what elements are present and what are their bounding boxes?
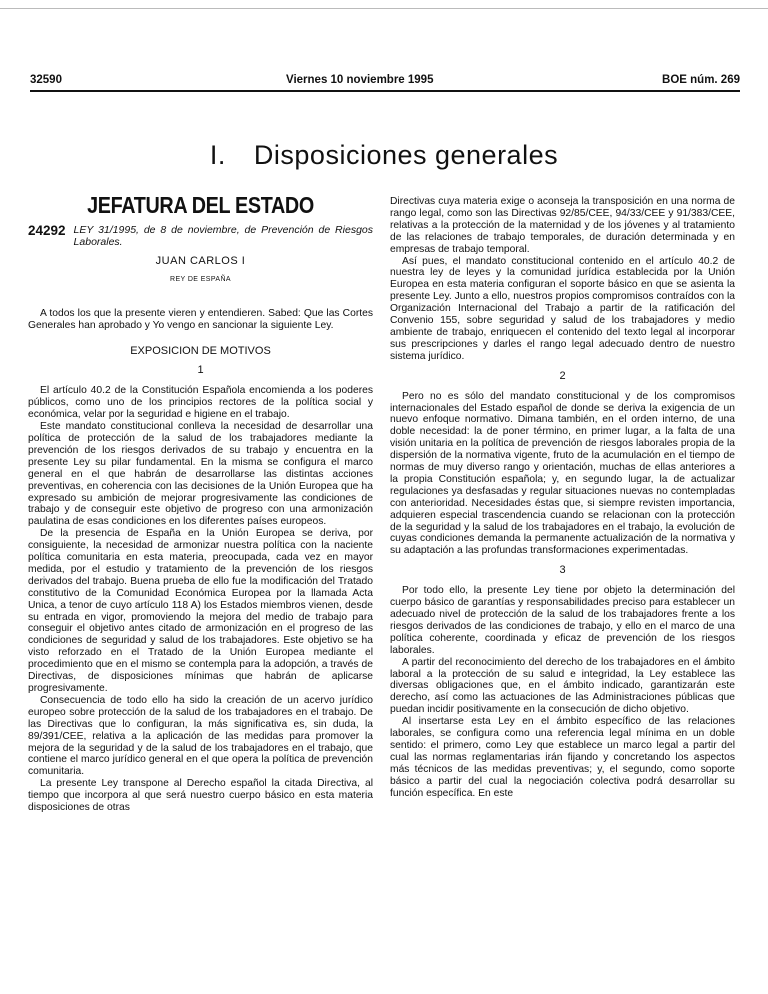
- section-name: Disposiciones generales: [253, 140, 559, 170]
- king-name: JUAN CARLOS I: [155, 254, 246, 267]
- jefatura-heading: JEFATURA DEL ESTADO: [87, 192, 314, 218]
- exposicion-heading: EXPOSICION DE MOTIVOS: [130, 344, 271, 357]
- paragraph: La presente Ley transpone al Derecho español la citada Directiva, al tiempo que incorpora al que será nuestro cuerpo básico en esta materia disposiciones de otras: [28, 778, 373, 814]
- paragraph: El artículo 40.2 de la Constitución Española encomienda a los poderes públicos, como uno de los principios rectores de la política social y económica, velar por la seguridad e higiene en el trabajo.: [28, 385, 373, 421]
- paragraph: Así pues, el mandato constitucional contenido en el artículo 40.2 de nuestra ley de leyes y la comunidad jurídica establecida por la Unión Europea en esta materia configuran el soporte básico en que se asienta la presente Ley. Junto a ello, nuestros propios compromisos contraídos con la Organización Internacional del Trabajo a partir de la ratificación del Convenio 155, sobre seguridad y salud de los trabajadores y medio ambiente de trabajo, enriquecen el contenido del texto legal al incorporar sus prescripciones y darles el rango legal adecuado dentro de nuestro sistema jurídico.: [390, 255, 735, 362]
- boe-issue-number: BOE núm. 269: [662, 74, 740, 86]
- section-marker-2: 2: [559, 369, 566, 382]
- right-column: [390, 196, 735, 800]
- section-number: I.: [209, 140, 226, 170]
- left-column: [28, 192, 373, 814]
- paragraph: Consecuencia de todo ello ha sido la creación de un acervo jurídico europeo sobre protección de la salud de los trabajadores en el trabajo. De las Directivas que lo configuran, la más significativa es, sin duda, la 89/391/CEE, relativa a la aplicación de las medidas para promover la mejora de la seguridad y de la salud de los trabajadores en el trabajo, que contiene el marco jurídico general en el que opera la política de prevención comunitaria.: [28, 694, 373, 778]
- intro-paragraph: A todos los que la presente vieren y entendieren. Sabed: Que las Cortes Generales han aprobado y Yo vengo en sancionar la siguiente Ley.: [28, 307, 373, 331]
- paragraph: Este mandato constitucional conlleva la necesidad de desarrollar una política de protección de la salud de los trabajadores mediante la prevención de los riesgos derivados de su trabajo y encuentra en la presente Ley su pilar fundamental. En la misma se configura el marco general en el que habrán de desarrollarse las distintas acciones preventivas, en coherencia con las decisiones de la Unión Europea que ha expresado su ambición de mejorar progresivamente las condiciones de trabajo y de conseguir este objetivo de progreso con una armonización paulatina de esas condiciones en los diferentes países europeos.: [28, 421, 373, 528]
- paragraph: De la presencia de España en la Unión Europea se deriva, por consiguiente, la necesidad de armonizar nuestra política con la naciente política comunitaria en esta materia, preocupada, cada vez en mayor medida, por el estudio y tratamiento de la prevención de los riesgos derivados del trabajo. Buena prueba de ello fue la modificación del Tratado constitutivo de la Comunidad Económica Europea por la llamada Acta Unica, a tenor de cuyo artículo 118 A) los Estados miembros vienen, desde su entrada en vigor, promoviendo la mejora del medio de trabajo para conseguir el objetivo antes citado de armonización en el progreso de las condiciones de seguridad y salud de los trabajadores. Este objetivo se ha visto reforzado en el Tratado de la Unión Europea mediante el procedimiento que en el mismo se contempla para la adopción, a través de Directivas, de disposiciones mínimas que habrán de aplicarse progresivamente.: [28, 528, 373, 694]
- section-marker-1: 1: [197, 364, 204, 377]
- section-title: [0, 140, 768, 171]
- paragraph: Al insertarse esta Ley en el ámbito específico de las relaciones laborales, se configura como una referencia legal mínima en un doble sentido: el primero, como Ley que establece un marco legal a partir del cual las normas reglamentarias irán fijando y concretando los aspectos más técnicos de las medidas preventivas; y, el segundo, como soporte básico a partir del cual la negociación colectiva podrá desarrollar su función específica. En este: [390, 716, 735, 799]
- law-number: 24292: [28, 222, 66, 238]
- paragraph: Directivas cuya materia exige o aconseja la transposición en una norma de rango legal, como son las Directivas 92/85/CEE, 94/33/CEE y 91/383/CEE, relativas a la protección de la maternidad y de los jóvenes y al tratamiento de las relaciones de trabajo temporales, de duración determinada y en empresas de trabajo temporal.: [390, 196, 735, 255]
- paragraph: A partir del reconocimiento del derecho de los trabajadores en el ámbito laboral a la protección de su salud e integridad, la Ley establece las diversas obligaciones que, en el ámbito indicado, garantizarán este derecho, así como las actuaciones de las Administraciones públicas que puedan incidir positivamente en la consecución de dicho objetivo.: [390, 656, 735, 716]
- publication-date: Viernes 10 noviembre 1995: [286, 74, 434, 86]
- top-border-line: [0, 8, 768, 9]
- king-title: REY DE ESPAÑA: [170, 275, 231, 283]
- section-marker-3: 3: [559, 564, 566, 577]
- paragraph: Pero no es sólo del mandato constitucional y de los compromisos internacionales del Estado español de donde se deriva la exigencia de un nuevo enfoque normativo. Dimana también, en el orden interno, de una doble necesidad: la de poner término, en primer lugar, a la falta de una visión unitaria en la política de prevención de riesgos laborales propia de la dispersión de la normativa vigente, fruto de la acumulación en el tiempo de normas de muy diverso rango y orientación, muchas de ellas anteriores a la propia Constitución española; y, en segundo lugar, la de actualizar regulaciones ya desfasadas y regular situaciones nuevas no contempladas con anterioridad. Necesidades éstas que, si siempre revisten importancia, adquieren especial trascendencia cuando se relacionan con la protección de la seguridad y la salud de los trabajadores en el trabajo, la evolución de cuyas condiciones demanda la permanente actualización de la normativa y su adaptación a las profundas transformaciones experimentadas.: [390, 390, 735, 557]
- header-rule: [30, 90, 740, 92]
- law-title: LEY 31/1995, de 8 de noviembre, de Prevención de Riesgos Laborales.: [73, 223, 373, 248]
- page-number: 32590: [30, 74, 62, 86]
- page-header: [30, 74, 740, 92]
- law-entry: [28, 224, 373, 248]
- paragraph: Por todo ello, la presente Ley tiene por objeto la determinación del cuerpo básico de garantías y responsabilidades preciso para establecer un adecuado nivel de protección de la salud de los trabajadores frente a los riesgos derivados de las condiciones de trabajo, y ello en el marco de una política coherente, coordinada y eficaz de prevención de los riesgos laborales.: [390, 585, 735, 656]
